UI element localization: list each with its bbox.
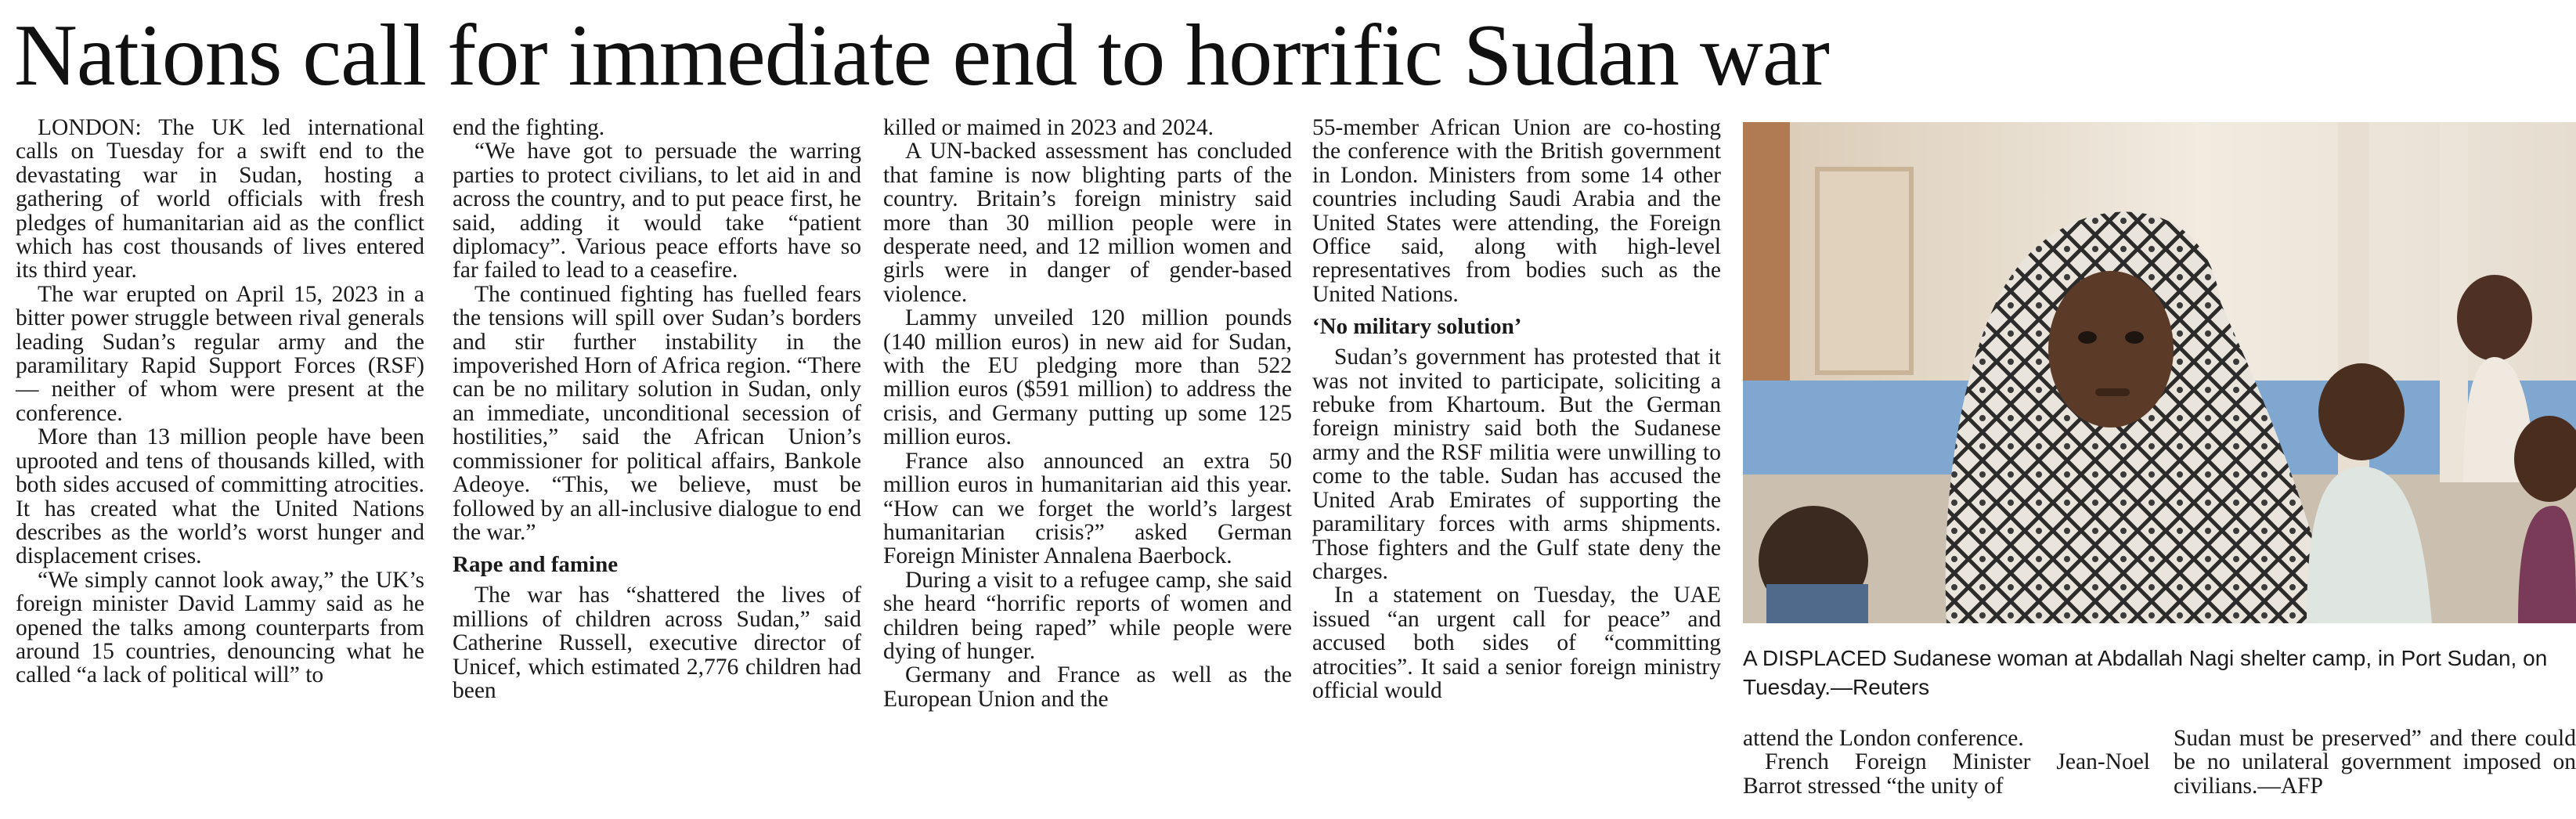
paragraph: The continued fighting has fuelled fears the tensions will spill over Sudan’s borders and stir further instability in the impoverished Horn of Africa region. “There can be no military solution in Sudan, only an immediate, unconditional secession of hostilities,” said the African Union’s commissioner for political affairs, Bankole Adeoye. “This, we believe, must be followed by an all-inclusive dialogue to end the war.” [453, 281, 861, 545]
paragraph: France also announced an extra 50 million euros in humanitarian aid this year. “How can we forget the world’s largest humanitarian crisis?” asked German Foreign Minister Annalena Baerbock. [883, 448, 1292, 569]
paragraph: The war erupted on April 15, 2023 in a bitter power struggle between rival generals leading Sudan’s regular army and the paramilitary Rapid Support Forces (RSF) — neither of whom were present at the conference. [16, 281, 424, 426]
photo-illustration [1743, 122, 2576, 623]
article-column-5 [1743, 727, 2150, 798]
paragraph: In a statement on Tuesday, the UAE issued “an urgent call for peace” and accused both sides of “committing atrocities”. It said a senior foreign ministry official would [1312, 583, 1721, 703]
paragraph: “We simply cannot look away,” the UK’s foreign minister David Lammy said as he opened the talks among counterparts from around 15 countries, denouncing what he called “a lack of political will” to [16, 567, 424, 688]
paragraph: Lammy unveiled 120 million pounds (140 million euros) in new aid for Sudan, with the EU pledging more than 522 million euros ($591 million) to address the crisis, and Germany putting up some 125 million euros. [883, 305, 1292, 450]
paragraph: The war has “shattered the lives of millions of children across Sudan,” said Catherine Russell, executive director of Unicef, which estimated 2,776 children had been [453, 583, 861, 703]
paragraph-continued: killed or maimed in 2023 and 2024. [883, 115, 1214, 140]
article-column-2 [453, 116, 861, 702]
paragraph-continued: end the fighting. [453, 115, 605, 140]
paragraph-continued: Sudan must be preserved” and there could be no unilateral government imposed on civilians.—AFP [2174, 726, 2576, 799]
article-column-4 [1312, 116, 1721, 702]
paragraph: More than 13 million people have been uprooted and tens of thousands killed, with both sides accused of committing atrocities. It has created what the United Nations describes as the world’s worst hunger and displacement crises. [16, 424, 424, 569]
paragraph: A UN-backed assessment has concluded that famine is now blighting parts of the country. Britain’s foreign ministry said more than 30 million people were in desperate need, and 12 million women and girls were in danger of gender-based violence. [883, 139, 1292, 307]
paragraph-continued: attend the London conference. [1743, 726, 2024, 751]
news-photo [1743, 122, 2576, 623]
paragraph: Sudan’s government has protested that it was not invited to participate, soliciting a rebuke from Khartoum. But the German foreign ministry said both the Sudanese army and the RSF militia were unwilling to come to the table. Sudan has accused the United Arab Emirates of supporting the paramilitary forces with arms shipments. Those fighters and the Gulf state deny the charges. [1312, 345, 1721, 584]
paragraph: “We have got to persuade the warring parties to protect civilians, to let aid in and across the country, and to put peace first, he said, adding it would take “patient diplomacy”. Various peace efforts have so far failed to lead to a ceasefire. [453, 139, 861, 283]
subheading-no-military-solution: ‘No military solution’ [1312, 314, 1522, 340]
subheading-rape-and-famine: Rape and famine [453, 552, 619, 578]
paragraph: LONDON: The UK led international calls on Tuesday for a swift end to the devastating war in Sudan, hosting a gathering of world officials with fresh pledges of humanitarian aid as the conflict which has cost thousands of lives entered its third year. [16, 115, 424, 283]
paragraph: French Foreign Minister Jean-Noel Barrot stressed “the unity of [1743, 749, 2150, 799]
photo-caption: A DISPLACED Sudanese woman at Abdallah Nagi shelter camp, in Port Sudan, on Tuesday.—Reuters [1743, 646, 2548, 699]
article-column-6 [2174, 727, 2576, 798]
article-column-1 [16, 116, 424, 687]
headline: Nations call for immediate end to horrific Sudan war [14, 7, 1829, 104]
paragraph: During a visit to a refugee camp, she said she heard “horrific reports of women and children being raped” while people were dying of hunger. [883, 567, 1292, 664]
article-column-3 [883, 116, 1292, 711]
paragraph-continued: 55-member African Union are co-hosting the conference with the British government in London. Ministers from some 14 other countries including Saudi Arabia and the United States were attending, the Foreign Office said, along with high-level representatives from bodies such as the United Nations. [1312, 115, 1721, 307]
paragraph: Germany and France as well as the European Union and the [883, 662, 1292, 712]
